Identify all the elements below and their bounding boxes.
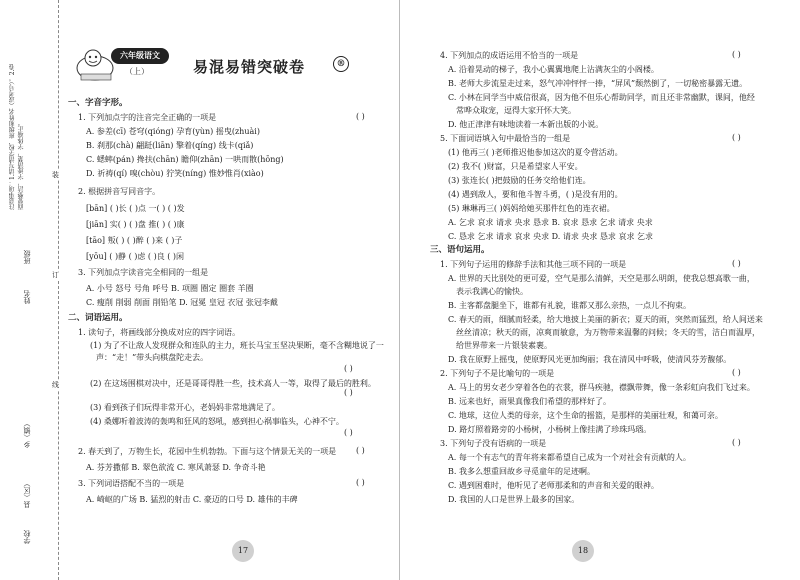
- question-line: C. 恳求 乞求 请求 哀求 央求 D. 请求 央求 恳求 哀求 乞求: [448, 232, 654, 241]
- question-line: C. 春天的雨，细腻而轻柔，给大地披上美丽的新衣；夏天的雨，突然而猛烈，给人间送来: [448, 315, 763, 324]
- cut-mark-3: 线: [52, 381, 59, 389]
- answer-blank[interactable]: ( ): [732, 368, 741, 377]
- page-title: 易混易错突破卷: [193, 58, 306, 76]
- question-line: [bān] ( )长 ( )点 一( ) ( )发: [86, 204, 185, 213]
- question-line: D. 他正津津有味地读着一本新出版的小说。: [448, 120, 604, 129]
- question-line: 三、语句运用。: [430, 245, 490, 255]
- answer-blank[interactable]: ( ): [344, 388, 353, 397]
- question-line: (3) 张连长( )把鼓励的任务交给他们连。: [448, 176, 591, 185]
- cut-mark-2: 订: [52, 271, 59, 279]
- question-line: B. 刹那(chà) 翩跹(liān) 擎着(qíng) 线卡(qiǎ): [86, 141, 254, 150]
- question-line: C. 遇到困难时，他听见了老师那柔和的声音和关爱的眼神。: [448, 481, 659, 490]
- question-line: B. 老师大步流星走过来，怒气冲冲怦怦一捧，“屏风”颓然倒了，一切秘密暴露无遗。: [448, 79, 748, 88]
- volume-label: （上）: [125, 67, 149, 76]
- question-line: A. 参差(cī) 苍穹(qióng) 孕育(yùn) 摇曳(zhuài): [86, 127, 260, 136]
- page-number-right: 18: [572, 540, 594, 562]
- field-county: 县（区）: [23, 480, 31, 508]
- question-line: (1) 他再三( )老师推迟他参加这次的夏令营活动。: [448, 148, 623, 157]
- question-line: D. 我在原野上摇曳，使原野风光更加绚丽；我在清风中呼吸，使清风芬芳馥郁。: [448, 355, 732, 364]
- question-line: [jiān] 实( ) ( )盘 推( ) ( )康: [86, 220, 185, 229]
- question-line: [yōu] ( )静 ( )虑 ( )良 ( )闲: [86, 252, 185, 261]
- field-class: 班级: [23, 250, 31, 264]
- question-line: A. 乞求 哀求 请求 央求 恳求 B. 哀求 恳求 乞求 请求 央求: [448, 218, 653, 227]
- question-line: 一、字音字形。: [68, 98, 128, 108]
- question-line: D. 路灯照着路旁的小杨树，小杨树上像挂满了珍珠玛瑙。: [448, 425, 652, 434]
- question-line: (5) 琳琳再三( )妈妈给她买那件红色的连衣裙。: [448, 204, 615, 213]
- question-line: D. 我国的人口是世界上最多的国家。: [448, 495, 580, 504]
- answer-blank[interactable]: ( ): [356, 112, 365, 121]
- cut-mark-1: 装: [52, 171, 59, 179]
- question-line: A. 崎岖的广场 B. 猛烈的射击 C. 豪迈的口号 D. 雄伟的丰碑: [86, 495, 298, 504]
- question-line: C. 小林在同学当中威信很高，因为他不但乐心帮助同学，而且还非常幽默，课间，他经: [448, 93, 755, 102]
- question-line: 1. 下列句子运用的修辞手法和其他三项不同的一项是: [440, 260, 627, 269]
- question-line: 常哗众取宠，逗得大家开怀大笑。: [456, 106, 576, 115]
- question-line: A. 马上的男女老少穿着各色的衣裳，群马疾驰，襟飘带舞，像一条彩虹向我们飞过来。: [448, 383, 755, 392]
- question-line: C. 地球，这位人类的母亲，这个生命的摇篮，是那样的美丽壮观，和蔼可亲。: [448, 411, 723, 420]
- answer-blank[interactable]: ( ): [732, 438, 741, 447]
- question-line: 2. 下列句子不是比喻句的一项是: [440, 369, 555, 378]
- question-line: B. 我多么想重回故乡寻觅童年的足迹啊。: [448, 467, 595, 476]
- answer-blank[interactable]: ( ): [356, 478, 365, 487]
- answer-blank[interactable]: ( ): [732, 259, 741, 268]
- question-line: A. 世界的天比别处的更可爱，空气是那么清鲜，天空是那么明朗，使我总想高歌一曲，: [448, 274, 755, 283]
- field-town: 乡（镇）: [23, 420, 31, 448]
- question-line: C. 蟋蟀(pán) 搀扶(chān) 瞻仰(zhān) 一哄而散(hōng): [86, 155, 284, 164]
- question-line: 2. 春天到了，万物生长，花园中生机勃勃。下面与这个情景无关的一项是: [78, 447, 337, 456]
- question-line: 丝丝清凉；秋天的雨，凉爽而敏意，为万物带来温馨的问候；冬天的雪，洁白而温厚，: [456, 328, 760, 337]
- question-line: (3) 看到孩子们玩得非常开心，老妈妈非常地满足了。: [90, 403, 280, 412]
- question-line: A. 小号 怒号 号角 呼号 B. 项圈 圈定 圈套 羊圈: [86, 284, 254, 293]
- question-line: 2. 根据拼音写同音字。: [78, 187, 161, 196]
- field-name: 姓名: [23, 290, 31, 304]
- question-line: A. 每一个有志气的青年将来都希望自己成为一个对社会有贡献的人。: [448, 453, 691, 462]
- exam-notice: 注意事项：1.请写清学校、班级和姓名（或考号）。2.卷面要整洁，字迹清楚，字体端正。: [9, 63, 25, 210]
- answer-blank[interactable]: ( ): [732, 133, 741, 142]
- page-number-left: 17: [232, 540, 254, 562]
- binding-gutter: [0, 0, 59, 580]
- question-line: [tāo] 叛( ) ( )醉 ( )来 ( )子: [86, 236, 183, 245]
- question-line: (4) 遇到敌人，要和他斗智斗勇，( )是没有用的。: [448, 190, 623, 199]
- question-line: 3. 下列加点字读音完全相同的一组是: [78, 268, 209, 277]
- question-line: B. 远来也好，雨果真像我们希望的那样好了。: [448, 397, 611, 406]
- question-line: 表示我满心的愉快。: [456, 287, 528, 296]
- answer-blank[interactable]: ( ): [344, 364, 353, 373]
- question-line: 二、词语运用。: [68, 313, 128, 323]
- question-line: (4) 桑娜听着波涛的轰鸣和狂风的怒吼，感到担心祸事临头，心神不宁。: [90, 417, 344, 426]
- question-line: (2) 我不( )财富，只是希望家人平安。: [448, 162, 583, 171]
- page-header: [75, 42, 375, 88]
- grade-badge: 六年级语文: [111, 48, 169, 64]
- question-line: 1. 下列加点字的注音完全正确的一项是: [78, 113, 217, 122]
- question-line: B. 主客都盘腿坐下，谁都有礼貌，谁都又那么亲热，一点儿不拘束。: [448, 301, 691, 310]
- question-line: 声：“走！”带头向棋盘陀走去。: [96, 353, 209, 362]
- question-line: (2) 在这场围棋对决中，还是哥哥得胜一些，技术高人一等，取得了最后的胜利。: [90, 379, 376, 388]
- registered-mark: ®: [333, 56, 349, 72]
- question-line: A. 芬芳撒郁 B. 翠色欲流 C. 寒风萧瑟 D. 争奇斗艳: [86, 463, 266, 472]
- answer-blank[interactable]: ( ): [732, 50, 741, 59]
- question-line: (1) 为了不让敌人发现群众和连队的主力，班长马宝玉坚决果断，毫不含糊地说了一: [90, 341, 384, 350]
- question-line: 4. 下列加点的成语运用不恰当的一项是: [440, 51, 579, 60]
- answer-blank[interactable]: ( ): [356, 446, 365, 455]
- field-school: 学校: [23, 530, 31, 544]
- answer-blank[interactable]: ( ): [344, 428, 353, 437]
- question-line: 给世界带来一片银装素裹。: [456, 341, 552, 350]
- question-line: D. 祈祷(qí) 嗅(chòu) 狞笑(níng) 惟妙惟肖(xiào): [86, 169, 264, 178]
- question-line: C. 瘦削 削弱 削面 削铅笔 D. 冠冕 皇冠 衣冠 张冠李戴: [86, 298, 278, 307]
- question-line: 5. 下面词语填入句中最恰当的一组是: [440, 134, 571, 143]
- question-line: 1. 读句子，将画线部分换成对应的四字词语。: [78, 328, 241, 337]
- right-page: [400, 0, 800, 580]
- question-line: 3. 下列词语搭配不当的一项是: [78, 479, 185, 488]
- question-line: 3. 下列句子没有语病的一项是: [440, 439, 547, 448]
- question-line: A. 沿着晃动的梯子，我小心翼翼地爬上沾满灰尘的小阁楼。: [448, 65, 659, 74]
